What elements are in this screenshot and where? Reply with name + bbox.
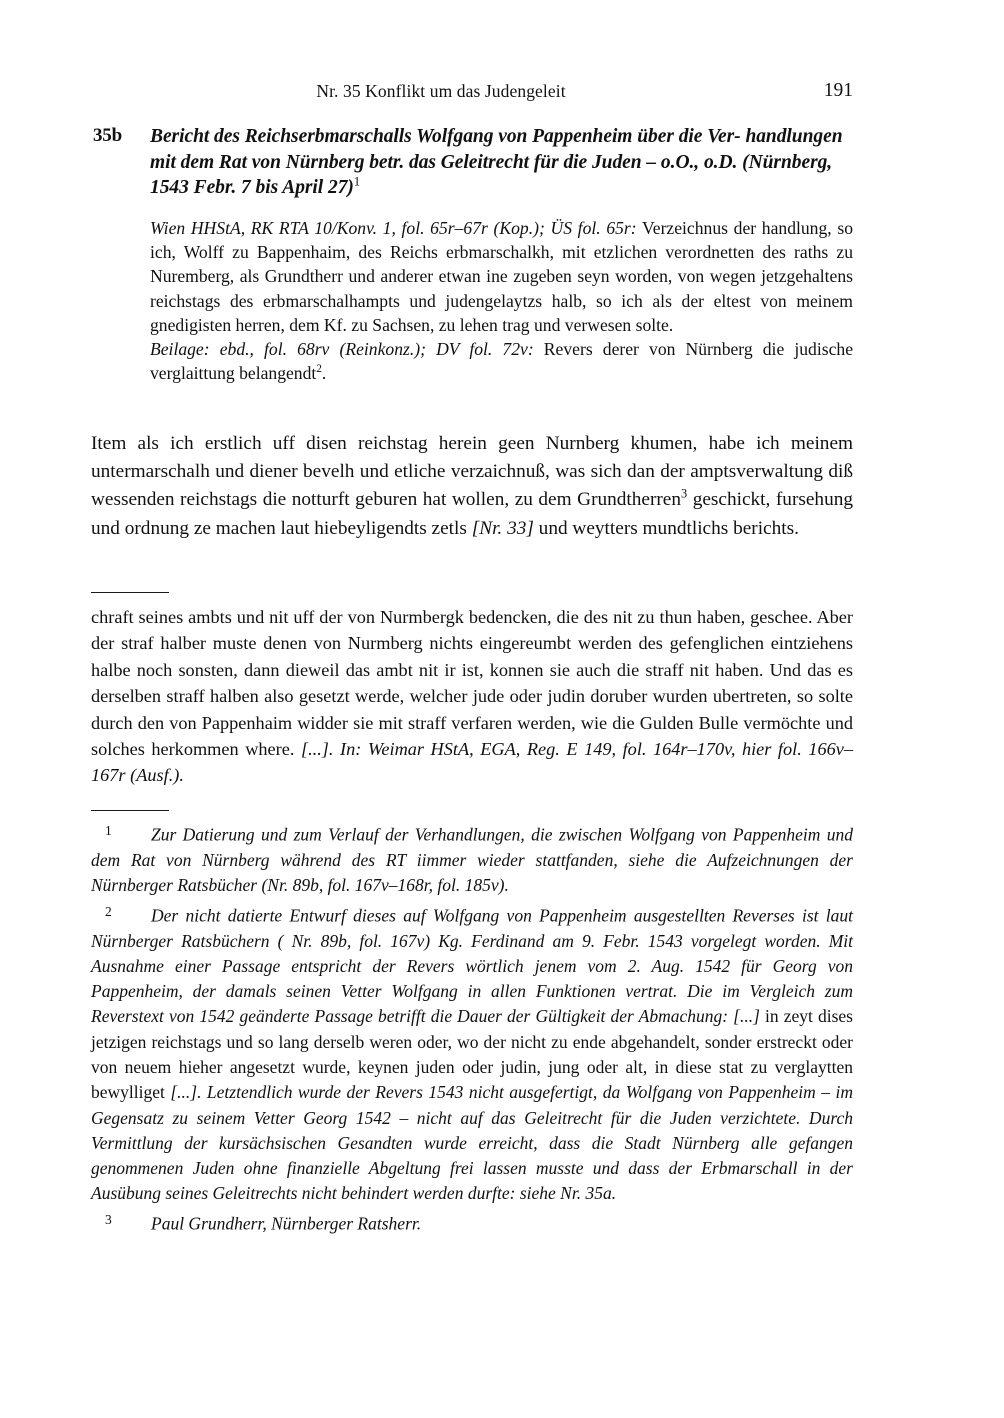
regest-text-1: Verzeichnus der handlung, so ich, Wolff zu Bappenhaim, des Reichs erbmarschalkh, mit etzlichen verordnetten des raths zu Nuremberg, als Grundtherr und anderer etwan ine zugeben seyn worden, von wegen jetzgehaltens reichstags des erbmarschalhampts und judengelaytzs halb, so ich als der eltest von meinem gnedigisten herren, dem Kf. zu Sachsen, zu lehen trag und verwesen solte. xyxy=(150,218,853,335)
regest-paragraph-2 xyxy=(150,337,853,385)
footnote-2-text-part-2: [...]. Letztendlich wurde der Revers 1543 nicht ausgefertigt, da Wolfgang von Pappenheim – im Gegensatz zu seinem Vetter Georg 1542 – nicht auf das Geleitrecht für die Juden verzichtete. Durch Vermittlung der kursächsischen Gesandten wurde erreicht, dass die Stadt Nürnberg alle gefangen genommenen Juden ohne finanzielle Abgeltung frei lassen musste und dass der Erbmarschall in der Ausübung seines Geleitrechts nicht behindert werden durfte: siehe Nr. 35a. xyxy=(91,1082,853,1204)
title-footnote-ref: 1 xyxy=(353,174,361,189)
title-line-3: – o.O., o.D. (Nürnberg, 1543 Febr. 7 bis April 27) xyxy=(150,151,833,198)
regest-footnote-ref: 2 xyxy=(316,363,322,376)
continuation-text-roman: chraft seines ambts und nit uff der von Nurmbergk bedencken, die des nit zu thun haben, geschee. Aber der straf halber muste denen von Nurmberg nichts eingereumbt werden des gefenglichen eintziehens halbe noch sonsten, dann dieweil das ambt nit ir ist, konnen sie auch die straff nit haben. Und das es derselben straff halben also gesetzt werde, welcher jude oder judin doruber wurden ubertreten, so solte durch den von Pappenhaim widder sie mit straff verfaren werden, wie die Gulden Bulle vermöchte und solches herkommen where. xyxy=(91,607,853,760)
title-line-1: Bericht des Reichserbmarschalls Wolfgang von Pappenheim über die Ver- xyxy=(150,126,741,147)
page-content xyxy=(91,0,853,1418)
title-line-2: handlungen mit dem Rat von Nürnberg betr. das Geleitrecht für die Juden xyxy=(150,126,843,173)
body-text-1: Item als ich erstlich uff disen reichstag herein geen Nurnberg khumen, habe ich meinem untermarschalh und diener bevelh und etliche verzaichnuß, was sich dan der amptsverwaltung diß wessenden reichstags die notturft geburen hat wollen, zu dem Grundtherren xyxy=(91,433,853,511)
document-title-text xyxy=(150,124,853,201)
footnote-1-text: Zur Datierung und zum Verlauf der Verhandlungen, die zwischen Wolfgang von Pappenheim und dem Rat von Nürnberg während des RT iimmer wieder stattfanden, siehe die Aufzeichnungen der Nürnberger Ratsbücher (Nr. 89b, fol. 167v–168r, fol. 185v). xyxy=(91,824,853,896)
body-text-reference: [Nr. 33] xyxy=(471,517,534,539)
continuation-text-italic: [...]. In: Weimar HStA, EGA, Reg. E 149, fol. 164r–170v, hier fol. 166v–167r (Ausf.). xyxy=(91,739,854,786)
body-footnote-ref: 3 xyxy=(681,486,688,501)
continuation-rule xyxy=(91,592,169,593)
regest-block xyxy=(150,216,853,385)
footnote-3-number: 3 xyxy=(105,1211,112,1227)
footnote-2-number: 2 xyxy=(105,903,112,919)
document-title xyxy=(91,124,853,201)
continuation-block xyxy=(91,604,853,789)
body-text-2: geschickt, fursehung und ordnung ze machen laut hiebeyligendts zetls xyxy=(91,489,853,539)
footnote-1-number: 1 xyxy=(105,823,112,838)
continuation-text xyxy=(91,604,853,789)
document-number: 35b xyxy=(93,125,122,146)
running-head-title: Nr. 35 Konflikt um das Judengeleit xyxy=(316,81,566,101)
footnote-area xyxy=(91,818,853,1237)
regest-source-2: Beilage: ebd., fol. 68rv (Reinkonz.); DV fol. 72v: xyxy=(150,339,534,360)
regest-text-2-tail: . xyxy=(321,363,327,384)
footnote-3-text: Paul Grundherr, Nürnberger Ratsherr. xyxy=(151,1213,422,1234)
regest-source-1: Wien HHStA, RK RTA 10/Konv. 1, fol. 65r–67r (Kop.); ÜS fol. 65r: xyxy=(150,218,637,238)
footnote-1 xyxy=(91,818,853,899)
footnote-rule xyxy=(91,810,169,811)
body-text-3: und weytters mundtlichs berichts. xyxy=(533,517,799,539)
regest-text-2: Revers derer von Nürnberg die judische verglaittung belangendt xyxy=(150,339,854,384)
footnote-2-text-roman: in zeyt dises jetzigen reichstags und so lang derselb weren oder, wo der nicht zu ende abgehandelt, sonder erstreckt oder von neuem hieher angesetzt wurde, keynen juden oder judin, jung oder alt, in diese stat zu verglaytten bewylliget xyxy=(91,1006,853,1103)
regest-paragraph-1 xyxy=(150,216,853,337)
body-paragraph-text xyxy=(91,430,853,543)
running-head xyxy=(91,80,853,102)
footnote-2-text-part-1: Der nicht datierte Entwurf dieses auf Wolfgang von Pappenheim ausgestellten Reverses ist laut Nürnberger Ratsbüchern ( Nr. 89b, fol. 167v) Kg. Ferdinand am 9. Febr. 1543 vorgelegt worden. Mit Ausnahme einer Passage entspricht der Revers wörtlich jenem vom 2. Aug. 1542 für Georg von Pappenheim, der damals seinen Vetter Wolfgang in allen Funktionen vertrat. Die im Vergleich zum Reverstext von 1542 geänderte Passage betrifft die Dauer der Gültigkeit der Abmachung: [...] xyxy=(91,905,853,1027)
page-number: 191 xyxy=(823,80,853,101)
footnote-3 xyxy=(91,1207,853,1237)
body-paragraph xyxy=(91,430,853,543)
footnote-2 xyxy=(91,899,853,1207)
